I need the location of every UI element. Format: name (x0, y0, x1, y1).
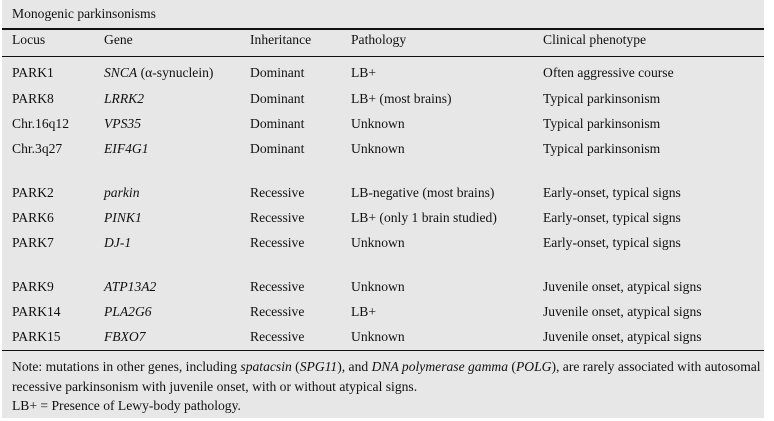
gene-cell: EIF4G1 (104, 141, 149, 156)
inheritance-cell: Recessive (250, 235, 305, 250)
gene-note: (α-synuclein) (137, 65, 214, 80)
inheritance-cell: Recessive (250, 210, 305, 225)
locus-cell: PARK6 (12, 210, 54, 225)
gene-cell (104, 65, 213, 81)
footnote-text: ), are rarely associated with autosomal recessive parkinsonism with juvenile onset, with or without atypical signs. (12, 359, 761, 394)
pathology-cell: LB-negative (most brains) (351, 185, 495, 200)
pathology-cell: Unknown (351, 141, 405, 156)
top-rule (2, 28, 764, 30)
pathology-cell: LB+ (351, 304, 377, 319)
locus-cell: PARK9 (12, 279, 54, 294)
gene-cell: FBXO7 (104, 329, 146, 344)
footnote-gene-name: DNA polymerase gamma (371, 359, 509, 374)
phenotype-cell: Typical parkinsonism (543, 116, 661, 131)
header-gene: Gene (104, 32, 133, 47)
locus-cell: PARK2 (12, 185, 54, 200)
table-footnote (12, 357, 762, 416)
gene-cell: ATP13A2 (104, 279, 157, 294)
footnote-text: ), and (337, 359, 372, 374)
header-inheritance: Inheritance (250, 32, 312, 47)
phenotype-cell: Juvenile onset, atypical signs (543, 329, 702, 344)
pathology-cell: LB+ (most brains) (351, 91, 452, 106)
inheritance-cell: Dominant (250, 141, 305, 156)
locus-cell: PARK14 (12, 304, 61, 319)
phenotype-cell: Juvenile onset, atypical signs (543, 279, 702, 294)
pathology-cell: Unknown (351, 116, 405, 131)
inheritance-cell: Dominant (250, 91, 305, 106)
locus-cell: Chr.16q12 (12, 116, 70, 131)
footnote-text: ( (291, 359, 300, 374)
pathology-cell: LB+ (only 1 brain studied) (351, 210, 497, 225)
gene-cell: PINK1 (104, 210, 142, 225)
inheritance-cell: Recessive (250, 304, 305, 319)
gene-cell: parkin (104, 185, 140, 200)
pathology-cell: Unknown (351, 279, 405, 294)
inheritance-cell: Recessive (250, 279, 305, 294)
phenotype-cell: Juvenile onset, atypical signs (543, 304, 702, 319)
bottom-rule (2, 350, 764, 351)
phenotype-cell: Typical parkinsonism (543, 91, 661, 106)
footnote-gene-symbol: POLG (515, 359, 552, 374)
pathology-cell: Unknown (351, 329, 405, 344)
phenotype-cell: Early-onset, typical signs (543, 185, 681, 200)
inheritance-cell: Recessive (250, 329, 305, 344)
locus-cell: PARK15 (12, 329, 61, 344)
phenotype-cell: Typical parkinsonism (543, 141, 661, 156)
phenotype-cell: Often aggressive course (543, 65, 674, 80)
gene-cell: LRRK2 (104, 91, 145, 106)
gene-cell: VPS35 (104, 116, 141, 131)
locus-cell: PARK7 (12, 235, 54, 250)
table-caption: Monogenic parkinsonisms (12, 6, 156, 21)
footnote-text: ( (508, 359, 516, 374)
footnote-gene-name: spatacsin (240, 359, 292, 374)
phenotype-cell: Early-onset, typical signs (543, 210, 681, 225)
footnote-legend: LB+ = Presence of Lewy-body pathology. (12, 398, 241, 413)
header-locus: Locus (12, 32, 46, 47)
footnote-gene-symbol: SPG11 (299, 359, 338, 374)
inheritance-cell: Dominant (250, 116, 305, 131)
pathology-cell: LB+ (351, 65, 377, 80)
locus-cell: PARK1 (12, 65, 54, 80)
gene-symbol: SNCA (104, 65, 138, 80)
inheritance-cell: Recessive (250, 185, 305, 200)
header-clinical-phenotype: Clinical phenotype (543, 32, 647, 47)
footnote-text: Note: mutations in other genes, including (12, 359, 241, 374)
locus-cell: Chr.3q27 (12, 141, 63, 156)
pathology-cell: Unknown (351, 235, 405, 250)
table-panel (2, 0, 764, 418)
gene-cell: DJ-1 (104, 235, 132, 250)
gene-cell: PLA2G6 (104, 304, 152, 319)
header-rule (2, 56, 764, 57)
footnote-note (12, 357, 762, 396)
header-pathology: Pathology (351, 32, 407, 47)
locus-cell: PARK8 (12, 91, 54, 106)
phenotype-cell: Early-onset, typical signs (543, 235, 681, 250)
inheritance-cell: Dominant (250, 65, 305, 80)
